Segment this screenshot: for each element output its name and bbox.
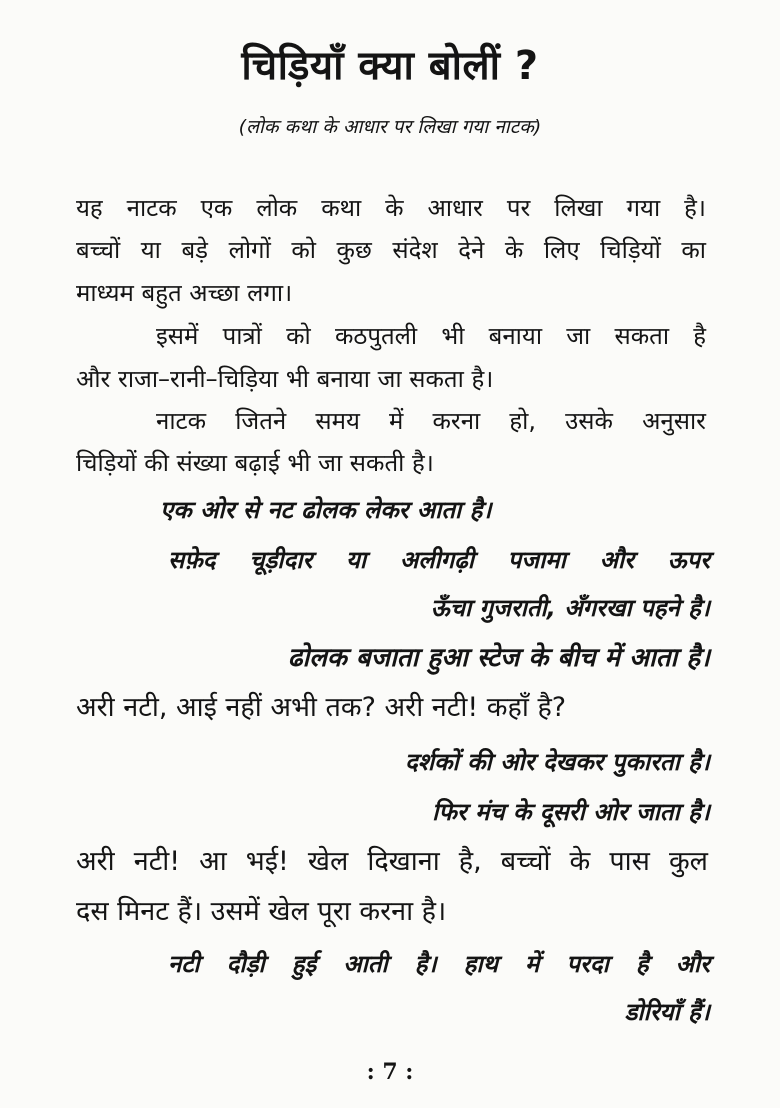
intro-line-6: नाटक जितने समय में करना हो, उसके अनुसार — [156, 407, 706, 435]
intro-line-7: चिड़ियों की संख्या बढ़ाई भी जा सकती है। — [76, 449, 434, 477]
stage-direction-1: एक ओर से नट ढोलक लेकर आता है। — [160, 496, 492, 524]
intro-line-3: माध्यम बहुत अच्छा लगा। — [76, 279, 293, 307]
dialogue-line-3: दस मिनट हैं। उसमें खेल पूरा करना है। — [76, 896, 447, 927]
intro-line-1: यह नाटक एक लोक कथा के आधार पर लिखा गया है। — [76, 194, 706, 222]
dialogue-line-2: अरी नटी! आ भई! खेल दिखाना है, बच्चों के पास कुल — [76, 846, 708, 877]
dialogue-line-1: अरी नटी, आई नहीं अभी तक? अरी नटी! कहाँ है? — [76, 692, 567, 723]
intro-line-4: इसमें पात्रों को कठपुतली भी बनाया जा सकता है — [156, 322, 706, 350]
intro-line-2: बच्चों या बड़े लोगों को कुछ संदेश देने के लिए चिड़ियों का — [76, 236, 706, 264]
page-subtitle: (लोक कथा के आधार पर लिखा गया नाटक) — [238, 116, 542, 138]
stage-direction-6: फिर मंच के दूसरी ओर जाता है। — [432, 798, 710, 826]
stage-direction-4: ढोलक बजाता हुआ स्टेज के बीच में आता है। — [287, 643, 710, 673]
stage-direction-2: सफ़ेद चूड़ीदार या अलीगढ़ी पजामा और ऊपर — [168, 546, 710, 574]
page-title: चिड़ियाँ क्या बोलीं ? — [241, 43, 539, 89]
intro-line-5: और राजा–रानी–चिड़िया भी बनाया जा सकता है। — [76, 365, 494, 393]
stage-direction-8: डोरियाँ हैं। — [624, 998, 710, 1026]
page-number: : 7 : — [366, 1059, 414, 1085]
stage-direction-7: नटी दौड़ी हुई आती है। हाथ में परदा है और — [168, 950, 710, 978]
stage-direction-3: ऊँचा गुजराती, अँगरखा पहने है। — [430, 594, 710, 622]
stage-direction-5: दर्शकों की ओर देखकर पुकारता है। — [405, 748, 710, 776]
